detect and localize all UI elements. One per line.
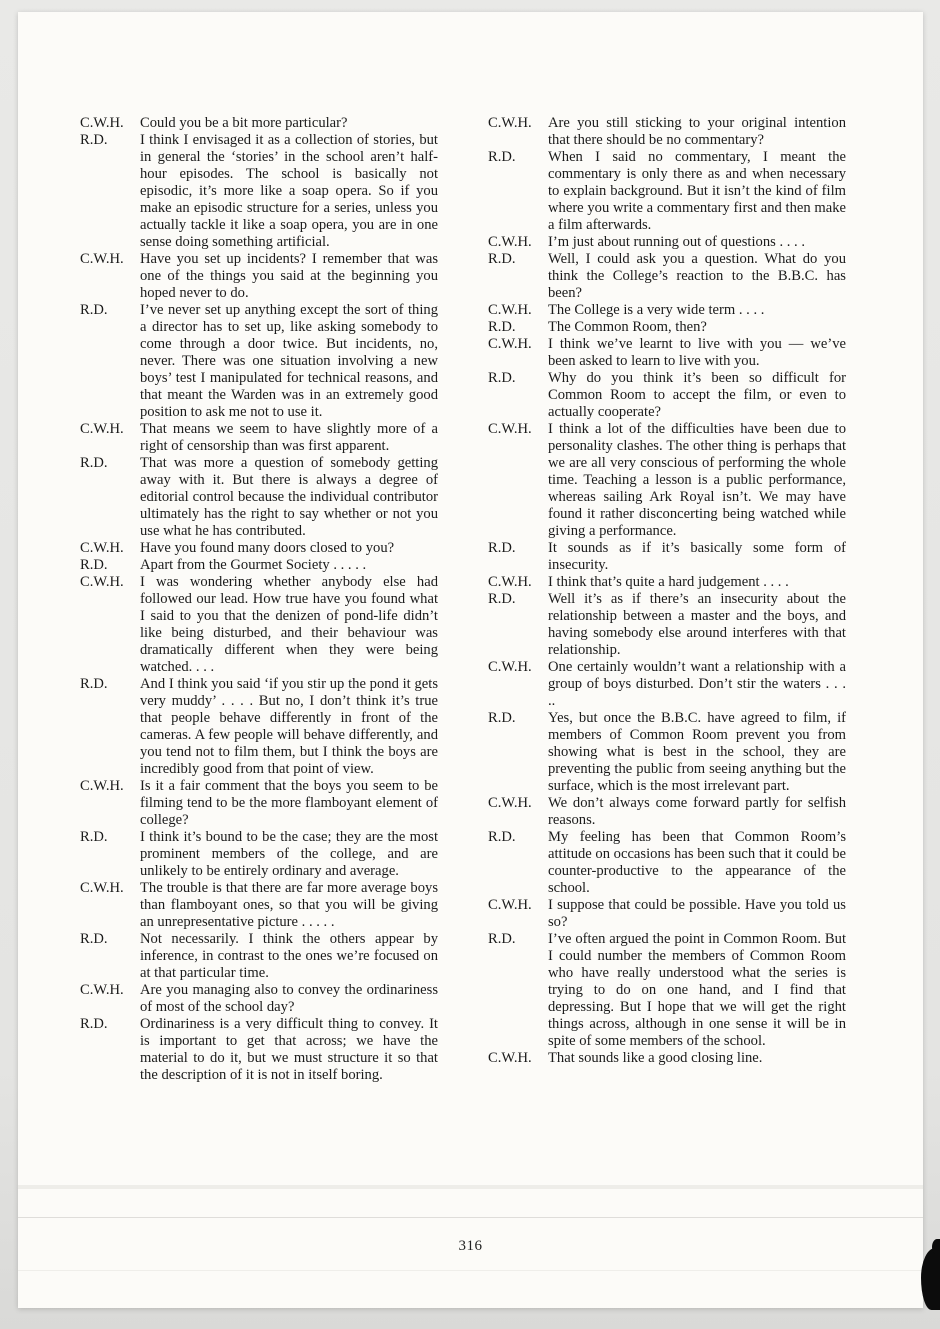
dialogue-entry <box>80 1016 438 1084</box>
speaker-label: C.W.H. <box>488 1050 532 1066</box>
dialogue-entry <box>488 251 846 302</box>
speaker-label: R.D. <box>488 149 516 165</box>
dialogue-entry <box>488 336 846 370</box>
dialogue-entry <box>488 795 846 829</box>
speaker-label: R.D. <box>80 676 108 692</box>
dialogue-entry <box>80 251 438 302</box>
speaker-label: C.W.H. <box>488 115 532 131</box>
speech-text: I’ve often argued the point in Common Room. But I could number the members of Common Room who have really understood what the series is trying to do on one hand, and I find that depressing. But I hope that we will get the right things across, although in one sense it will be in spite of some members of the school. <box>548 931 846 1049</box>
speech-text: I think that’s quite a hard judgement . . . . <box>548 574 789 590</box>
left-text-column <box>80 115 438 1084</box>
dialogue-entry <box>488 115 846 149</box>
dialogue-entry <box>488 829 846 897</box>
speaker-label: C.W.H. <box>488 659 532 675</box>
speech-text: That sounds like a good closing line. <box>548 1050 763 1066</box>
speaker-label: C.W.H. <box>488 421 532 437</box>
dialogue-entry <box>488 591 846 659</box>
speaker-label: R.D. <box>488 370 516 386</box>
speech-text: I think we’ve learnt to live with you — we’ve been asked to learn to live with you. <box>548 336 846 369</box>
dialogue-entry <box>80 574 438 676</box>
speech-text: Have you found many doors closed to you? <box>140 540 395 556</box>
dialogue-entry <box>80 115 438 132</box>
speaker-label: C.W.H. <box>80 540 124 556</box>
speech-text: We don’t always come forward partly for selfish reasons. <box>548 795 846 828</box>
speech-text: My feeling has been that Common Room’s attitude on occasions has been such that it could be counter-productive to the appearance of the school. <box>548 829 846 896</box>
speaker-label: C.W.H. <box>80 778 124 794</box>
dialogue-entry <box>80 421 438 455</box>
speaker-label: R.D. <box>80 302 108 318</box>
speech-text: Ordinariness is a very difficult thing to convey. It is important to get that across; we have the material to do it, but we must structure it so that the description of it is not in itself boring. <box>140 1016 438 1083</box>
page-number: 316 <box>458 1238 483 1254</box>
speaker-label: C.W.H. <box>488 234 532 250</box>
dialogue-entry <box>80 778 438 829</box>
speaker-label: C.W.H. <box>488 302 532 318</box>
speech-text: Why do you think it’s been so difficult for Common Room to accept the film, or even to actually cooperate? <box>548 370 846 420</box>
speaker-label: C.W.H. <box>488 795 532 811</box>
speech-text: And I think you said ‘if you stir up the pond it gets very muddy’ . . . . But no, I don’t think it’s true that people behave differently in front of the cameras. A few people will behave differently, and you tend not to film them, but I think the boys are incredibly good from that point of view. <box>140 676 438 777</box>
scan-artifact-band <box>18 1185 923 1189</box>
dialogue-entry <box>488 370 846 421</box>
speaker-label: R.D. <box>80 557 108 573</box>
speech-text: It sounds as if it’s basically some form of insecurity. <box>548 540 846 573</box>
speech-text: Is it a fair comment that the boys you seem to be filming tend to be the more flamboyant element of college? <box>140 778 438 828</box>
speech-text: Not necessarily. I think the others appear by inference, in contrast to the ones we’re focused on at that particular time. <box>140 931 438 981</box>
book-page <box>18 12 923 1308</box>
speaker-label: R.D. <box>80 931 108 947</box>
speaker-label: R.D. <box>488 251 516 267</box>
speaker-label: R.D. <box>80 1016 108 1032</box>
speech-text: The College is a very wide term . . . . <box>548 302 765 318</box>
speaker-label: C.W.H. <box>80 880 124 896</box>
ink-smudge <box>921 1248 940 1310</box>
speaker-label: C.W.H. <box>80 421 124 437</box>
speaker-label: R.D. <box>80 132 108 148</box>
speaker-label: R.D. <box>488 591 516 607</box>
speaker-label: R.D. <box>80 455 108 471</box>
speech-text: I was wondering whether anybody else had followed our lead. How true have you found what I said to you that the denizen of pond-life didn’t like being disturbed, and their behaviour was dramatically different when they were being watched. . . . <box>140 574 438 675</box>
dialogue-entry <box>80 540 438 557</box>
dialogue-entry <box>488 710 846 795</box>
dialogue-entry <box>488 897 846 931</box>
speech-text: I think it’s bound to be the case; they are the most prominent members of the college, and are unlikely to be entirely ordinary and average. <box>140 829 438 879</box>
speaker-label: R.D. <box>488 540 516 556</box>
speech-text: Could you be a bit more particular? <box>140 115 348 131</box>
speech-text: I’ve never set up anything except the sort of thing a director has to set up, like asking somebody to come through a door twice. But incidents, no, never. There was one situation involving a new boys’ test I manipulated for technical reasons, and that meant the Warden was in an extremely good position to ask me not to use it. <box>140 302 438 420</box>
speech-text: Well it’s as if there’s an insecurity about the relationship between a master and the boys, and having somebody else around interferes with that relationship. <box>548 591 846 658</box>
dialogue-entry <box>80 302 438 421</box>
speech-text: Well, I could ask you a question. What do you think the College’s reaction to the B.B.C. has been? <box>548 251 846 301</box>
speaker-label: R.D. <box>488 319 516 335</box>
speech-text: I think a lot of the difficulties have been due to personality clashes. The other thing is perhaps that we are all very conscious of performing the whole time. Teaching a lesson is a public performance, whereas sailing Ark Royal isn’t. We may have found it rather disconcerting being watched while giving a performance. <box>548 421 846 539</box>
speaker-label: C.W.H. <box>80 115 124 131</box>
scan-artifact-line <box>18 1217 923 1218</box>
speech-text: The trouble is that there are far more average boys than flamboyant ones, so that you will be giving an unrepresentative picture . . . . . <box>140 880 438 930</box>
dialogue-entry <box>488 931 846 1050</box>
speech-text: I suppose that could be possible. Have you told us so? <box>548 897 846 930</box>
speech-text: I think I envisaged it as a collection of stories, but in general the ‘stories’ in the school aren’t half-hour episodes. The school is basically not episodic, it’s more like a soap opera. So if you make an episodic structure for a series, unless you actually tackle it like a soap opera, you are in one sense doing something artificial. <box>140 132 438 250</box>
dialogue-entry <box>488 421 846 540</box>
speaker-label: C.W.H. <box>488 336 532 352</box>
speaker-label: C.W.H. <box>488 897 532 913</box>
dialogue-entry <box>80 132 438 251</box>
dialogue-entry <box>488 234 846 251</box>
dialogue-entry <box>488 302 846 319</box>
speech-text: That means we seem to have slightly more of a right of censorship than was first apparent. <box>140 421 438 454</box>
speech-text: Apart from the Gourmet Society . . . . . <box>140 557 367 573</box>
speaker-label: C.W.H. <box>80 982 124 998</box>
speech-text: Are you managing also to convey the ordinariness of most of the school day? <box>140 982 438 1015</box>
speaker-label: C.W.H. <box>80 251 124 267</box>
dialogue-entry <box>488 574 846 591</box>
dialogue-entry <box>488 319 846 336</box>
dialogue-entry <box>488 149 846 234</box>
dialogue-entry <box>80 931 438 982</box>
dialogue-entry <box>488 659 846 710</box>
dialogue-entry <box>80 880 438 931</box>
right-text-column <box>488 115 846 1067</box>
dialogue-entry <box>80 676 438 778</box>
speech-text: When I said no commentary, I meant the commentary is only there as and when necessary to explain background. But it isn’t the kind of film where you write a commentary first and then make a film afterwards. <box>548 149 846 233</box>
dialogue-entry <box>80 829 438 880</box>
speech-text: Yes, but once the B.B.C. have agreed to film, if members of Common Room prevent you from showing what is best in the school, they are preventing the public from seeing anything but the surface, which is the most irrelevant part. <box>548 710 846 794</box>
speech-text: That was more a question of somebody getting away with it. But there is always a degree of editorial control because the individual contributor ultimately has the right to say whether or not you use what he has contributed. <box>140 455 438 539</box>
dialogue-entry <box>80 982 438 1016</box>
dialogue-entry <box>80 557 438 574</box>
speech-text: I’m just about running out of questions . . . . <box>548 234 805 250</box>
speaker-label: R.D. <box>488 931 516 947</box>
dialogue-entry <box>488 540 846 574</box>
speech-text: Have you set up incidents? I remember that was one of the things you said at the beginning you hoped never to do. <box>140 251 438 301</box>
speech-text: One certainly wouldn’t want a relationship with a group of boys disturbed. Don’t stir the waters . . . .. <box>548 659 846 709</box>
speaker-label: C.W.H. <box>80 574 124 590</box>
dialogue-entry <box>80 455 438 540</box>
speaker-label: R.D. <box>488 829 516 845</box>
speech-text: The Common Room, then? <box>548 319 707 335</box>
dialogue-entry <box>488 1050 846 1067</box>
speaker-label: R.D. <box>80 829 108 845</box>
scan-artifact-line <box>18 1270 923 1271</box>
speech-text: Are you still sticking to your original intention that there should be no commentary? <box>548 115 846 148</box>
speaker-label: C.W.H. <box>488 574 532 590</box>
speaker-label: R.D. <box>488 710 516 726</box>
